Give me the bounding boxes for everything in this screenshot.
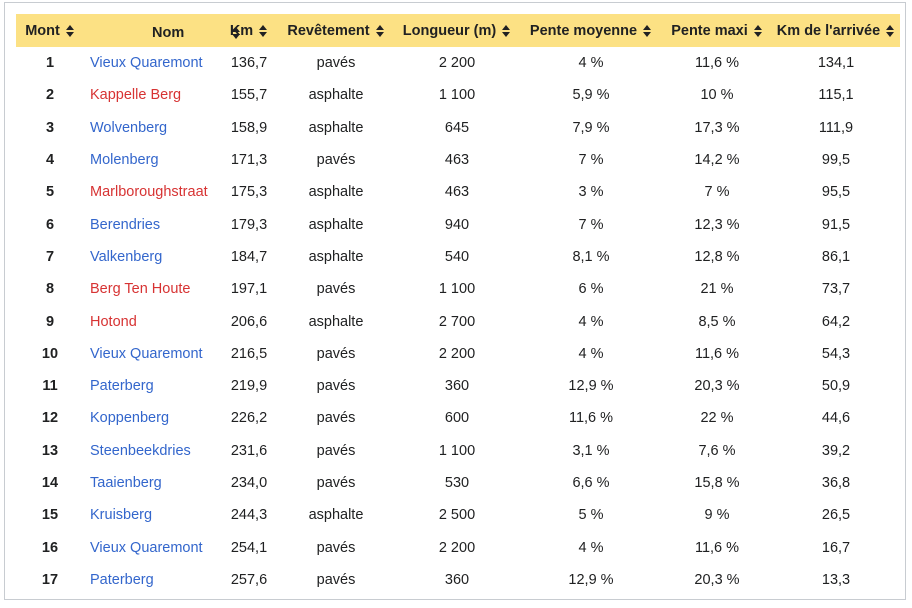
climb-link[interactable]: Berg Ten Houte [90,281,191,298]
cell-longueur: 1 100 [438,281,476,298]
cell-nom [84,370,220,402]
cell-mont: 2 [45,87,55,104]
cell-pente-maxi: 14,2 % [694,152,740,169]
cell-nom [84,564,220,596]
cell-nom [84,531,220,563]
cell-km-arrivee: 16,7 [821,539,851,556]
cell-km: 231,6 [230,442,268,459]
cell-pente-maxi: 11,6 % [694,345,740,362]
cell-mont: 15 [41,507,59,524]
cell-revetement: pavés [316,410,356,427]
cell-revetement: asphalte [308,184,364,201]
header-label: Nom [152,24,185,41]
cell-km-arrivee: 54,3 [821,345,851,362]
header-nom[interactable] [84,14,220,47]
sort-icon[interactable] [886,25,895,37]
cell-pente-moyenne: 6 % [578,281,604,298]
cell-nom [84,338,220,370]
sort-icon[interactable] [502,25,511,37]
table-header [16,14,900,47]
cell-km: 257,6 [230,571,268,588]
cell-km-arrivee: 99,5 [821,152,851,169]
cell-km: 219,9 [230,378,268,395]
cell-revetement: pavés [316,55,356,72]
header-revetement[interactable] [278,14,394,47]
table-row [16,435,900,467]
sort-icon[interactable] [259,25,268,37]
climb-link[interactable]: Kappelle Berg [90,87,182,104]
cell-pente-moyenne: 6,6 % [572,475,610,491]
cell-mont: 8 [45,281,55,298]
cell-longueur: 940 [444,216,470,233]
cell-mont: 11 [42,378,58,395]
climbs-table [16,14,900,596]
climb-link[interactable]: Hotond [90,313,137,330]
cell-mont: 5 [45,184,55,201]
cell-km: 136,7 [230,55,268,72]
cell-km-arrivee: 39,2 [821,442,851,459]
sort-icon[interactable] [643,25,652,37]
cell-km-arrivee: 91,5 [821,216,851,233]
climb-link[interactable]: Vieux Quaremont [90,55,203,72]
cell-longueur: 1 100 [438,87,476,104]
cell-km: 226,2 [230,410,268,427]
cell-pente-maxi: 20,3 % [694,571,740,588]
cell-longueur: 600 [444,410,470,427]
climb-link[interactable]: Steenbeekdries [90,442,191,459]
cell-pente-moyenne: 7,9 % [572,119,610,136]
cell-pente-maxi: 12,3 % [694,216,740,233]
cell-pente-moyenne: 4 % [578,539,604,556]
cell-pente-maxi: 22 % [700,410,734,427]
climb-link[interactable]: Wolvenberg [90,119,168,136]
cell-revetement: asphalte [308,87,364,104]
cell-nom [84,47,220,79]
header-label: Km de l'arrivée [776,22,881,39]
cell-mont: 12 [41,410,59,427]
cell-longueur: 463 [444,184,470,201]
cell-pente-maxi: 21 % [700,281,734,298]
table-row [16,499,900,531]
cell-pente-moyenne: 12,9 % [568,571,614,588]
table-row [16,531,900,563]
cell-nom [84,467,220,499]
cell-revetement: pavés [316,281,356,298]
table-row [16,112,900,144]
climb-link[interactable]: Paterberg [90,378,154,395]
cell-revetement: asphalte [308,248,364,265]
climb-link[interactable]: Taaienberg [90,475,162,491]
cell-pente-moyenne: 5 % [578,507,604,524]
cell-longueur: 530 [444,475,470,491]
cell-revetement: pavés [316,475,356,491]
header-mont[interactable] [16,14,84,47]
cell-mont: 13 [41,442,59,459]
cell-longueur: 360 [444,378,470,395]
cell-pente-moyenne: 11,6 % [568,410,614,427]
cell-mont: 4 [45,152,55,169]
cell-km: 254,1 [230,539,268,556]
cell-pente-moyenne: 12,9 % [568,378,614,395]
cell-km: 175,3 [230,184,268,201]
header-row [16,14,900,47]
cell-km-arrivee: 64,2 [821,313,851,330]
climb-link[interactable]: Vieux Quaremont [90,345,203,362]
cell-pente-maxi: 8,5 % [698,313,736,330]
table-row [16,402,900,434]
cell-km-arrivee: 44,6 [821,410,851,427]
cell-nom [84,273,220,305]
header-label: Revêtement [287,22,370,39]
cell-km-arrivee: 95,5 [821,184,851,201]
cell-revetement: pavés [316,152,356,169]
cell-longueur: 360 [444,571,470,588]
cell-revetement: asphalte [308,216,364,233]
cell-nom [84,208,220,240]
cell-pente-maxi: 12,8 % [694,248,740,265]
table-row [16,47,900,79]
table-row [16,241,900,273]
cell-km-arrivee: 36,8 [821,475,851,491]
cell-pente-maxi: 20,3 % [694,378,740,395]
cell-km: 206,6 [230,313,268,330]
cell-km-arrivee: 115,1 [818,87,854,104]
cell-pente-moyenne: 8,1 % [572,248,610,265]
cell-pente-moyenne: 4 % [578,313,604,330]
header-km-arrivee[interactable] [772,14,900,47]
cell-mont: 1 [45,55,55,72]
cell-pente-moyenne: 3 % [578,184,604,201]
cell-revetement: asphalte [308,313,364,330]
header-pente-maxi[interactable] [662,14,772,47]
climb-link[interactable]: Kruisberg [90,507,153,524]
header-label: Longueur (m) [402,22,497,39]
cell-pente-maxi: 11,6 % [694,55,740,72]
sort-icon[interactable] [376,25,385,37]
table-body [16,47,900,596]
cell-revetement: pavés [316,571,356,588]
cell-longueur: 645 [444,119,470,136]
cell-revetement: pavés [316,539,356,556]
cell-km: 171,3 [230,152,268,169]
cell-nom [84,305,220,337]
cell-pente-maxi: 7,6 % [698,442,736,459]
cell-km-arrivee: 111,9 [818,119,854,136]
header-pente-moyenne[interactable] [520,14,662,47]
cell-km-arrivee: 13,3 [821,571,851,588]
climb-link[interactable]: Molenberg [90,152,159,169]
cell-longueur: 2 200 [438,539,476,556]
header-longueur[interactable] [394,14,520,47]
table-row [16,208,900,240]
cell-longueur: 2 200 [438,345,476,362]
cell-km: 184,7 [230,248,268,265]
cell-nom [84,499,220,531]
cell-km-arrivee: 86,1 [821,248,851,265]
cell-km: 179,3 [230,216,268,233]
header-label: Pente maxi [671,22,748,39]
cell-pente-moyenne: 4 % [578,55,604,72]
cell-km-arrivee: 50,9 [821,378,851,395]
sort-icon[interactable] [66,25,75,37]
climb-link[interactable]: Paterberg [90,571,154,588]
cell-longueur: 2 700 [438,313,476,330]
climb-link[interactable]: Vieux Quaremont [90,539,203,556]
cell-mont: 16 [41,539,59,556]
cell-longueur: 2 500 [438,507,476,524]
cell-mont: 9 [45,313,55,330]
table-row [16,564,900,596]
cell-revetement: asphalte [308,119,364,136]
cell-pente-maxi: 11,6 % [694,539,740,556]
cell-nom [84,241,220,273]
cell-mont: 17 [41,571,59,588]
cell-nom [84,144,220,176]
header-label: Km [229,22,254,39]
table-row [16,79,900,111]
climb-link[interactable]: Koppenberg [90,410,170,427]
cell-pente-moyenne: 7 % [578,152,604,169]
cell-pente-moyenne: 5,9 % [572,87,610,104]
cell-pente-moyenne: 7 % [578,216,604,233]
cell-pente-moyenne: 3,1 % [572,442,610,459]
climb-link[interactable]: Marlboroughstraat [90,184,208,201]
cell-revetement: asphalte [308,507,364,524]
table-row [16,273,900,305]
cell-km-arrivee: 134,1 [817,55,855,72]
climb-link[interactable]: Berendries [90,216,161,233]
sort-icon[interactable] [754,25,763,37]
cell-km: 158,9 [230,119,268,136]
cell-km: 216,5 [230,345,268,362]
cell-nom [84,402,220,434]
table-row [16,144,900,176]
cell-pente-maxi: 9 % [704,507,730,524]
cell-km-arrivee: 73,7 [821,281,851,298]
cell-km: 244,3 [230,507,268,524]
cell-pente-maxi: 17,3 % [694,119,740,136]
table-row [16,370,900,402]
cell-longueur: 2 200 [438,55,476,72]
cell-mont: 6 [45,216,55,233]
cell-mont: 3 [45,119,55,136]
sort-icon[interactable] [232,27,241,39]
cell-pente-maxi: 15,8 % [694,475,740,491]
cell-km: 155,7 [230,87,268,104]
cell-km: 197,1 [230,281,268,298]
cell-nom [84,79,220,111]
table-row [16,176,900,208]
cell-revetement: pavés [316,442,356,459]
cell-pente-moyenne: 4 % [578,345,604,362]
cell-mont: 10 [41,345,59,362]
table-row [16,305,900,337]
cell-pente-maxi: 10 % [700,87,734,104]
cell-km-arrivee: 26,5 [821,507,851,524]
cell-revetement: pavés [316,345,356,362]
cell-mont: 14 [41,475,59,491]
cell-revetement: pavés [316,378,356,395]
cell-km: 234,0 [230,475,268,491]
cell-nom [84,176,220,208]
table-frame [4,2,906,600]
cell-mont: 7 [45,248,55,265]
cell-longueur: 1 100 [438,442,476,459]
header-label: Mont [25,22,60,39]
table-row [16,467,900,499]
cell-longueur: 540 [444,248,470,265]
header-label: Pente moyenne [529,22,638,39]
climb-link[interactable]: Valkenberg [90,248,163,265]
cell-longueur: 463 [444,152,470,169]
cell-nom [84,112,220,144]
cell-pente-maxi: 7 % [704,184,730,201]
table-row [16,338,900,370]
cell-nom [84,435,220,467]
